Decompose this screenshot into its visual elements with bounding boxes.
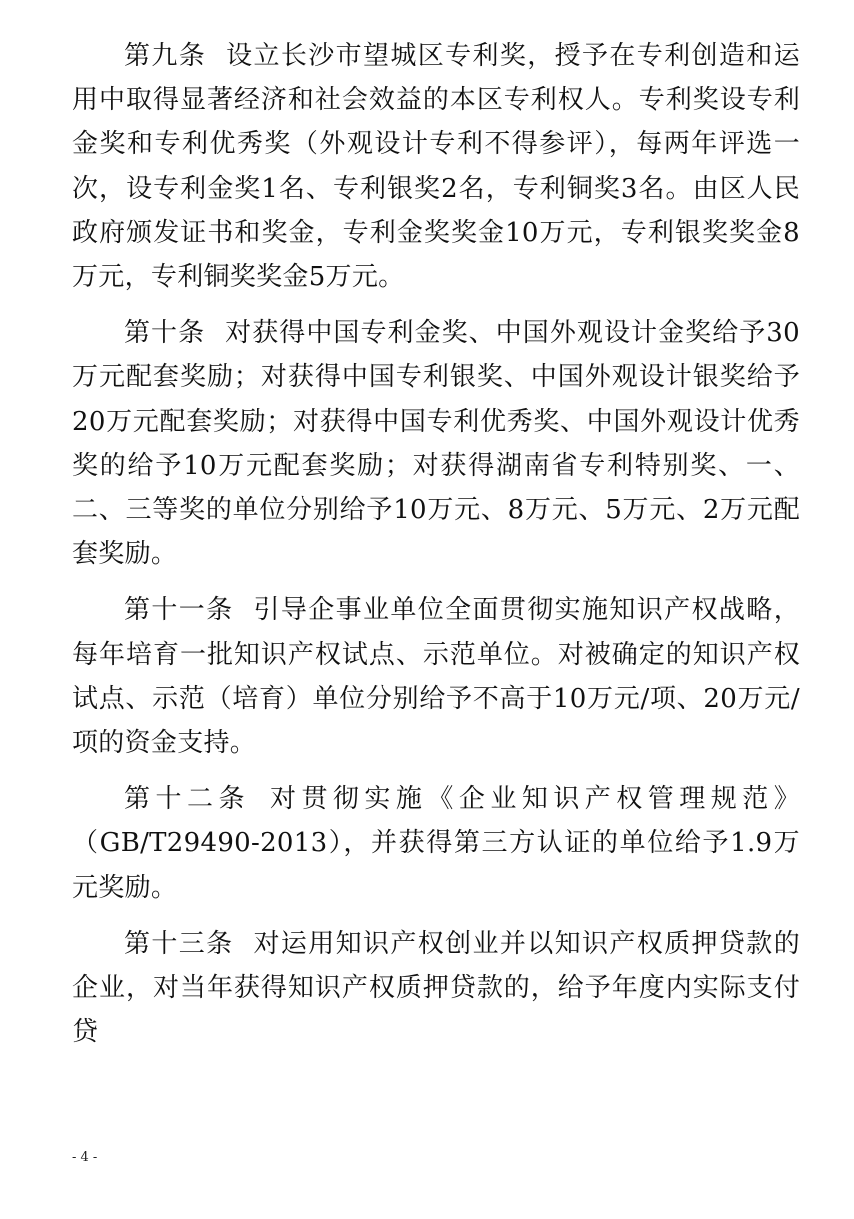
article-9-text: 设立长沙市望城区专利奖，授予在专利创造和运用中取得显著经济和社会效益的本区专利权人。专利奖设专利金奖和专利优秀奖（外观设计专利不得参评），每两年评选一次，设专利金奖1名、专利银奖2名，专利铜奖3名。由区人民政府颁发证书和奖金，专利金奖奖金10万元，专利银奖奖金8万元，专利铜奖奖金5万元。 xyxy=(72,41,800,293)
article-9-paragraph xyxy=(72,34,800,299)
article-12-number: 第十二条 xyxy=(124,784,250,815)
article-11-text: 引导企事业单位全面贯彻实施知识产权战略，每年培育一批知识产权试点、示范单位。对被确定的知识产权试点、示范（培育）单位分别给予不高于10万元/项、20万元/项的资金支持。 xyxy=(72,595,800,759)
article-13-number: 第十三条 xyxy=(124,928,234,959)
article-9-number: 第九条 xyxy=(124,41,207,71)
article-13-paragraph xyxy=(72,922,800,1055)
page-number: - 4 - xyxy=(72,1150,98,1165)
article-10-text: 对获得中国专利金奖、中国外观设计金奖给予30万元配套奖励；对获得中国专利银奖、中国外观设计银奖给予20万元配套奖励；对获得中国专利优秀奖、中国外观设计优秀奖的给予10万元配套奖励；对获得湖南省专利特别奖、一、二、三等奖的单位分别给予10万元、8万元、5万元、2万元配套奖励。 xyxy=(72,318,800,570)
document-body xyxy=(72,34,800,1054)
article-10-number: 第十条 xyxy=(124,318,206,349)
article-12-paragraph xyxy=(72,777,800,910)
article-11-paragraph xyxy=(72,588,800,765)
article-10-paragraph xyxy=(72,311,800,576)
article-11-number: 第十一条 xyxy=(124,595,234,626)
article-12-text: 对贯彻实施《企业知识产权管理规范》（GB/T29490-2013），并获得第三方认证的单位给予1.9万元奖励。 xyxy=(72,784,801,903)
article-13-text: 对运用知识产权创业并以知识产权质押贷款的企业，对当年获得知识产权质押贷款的，给予年度内实际支付贷 xyxy=(72,928,800,1048)
